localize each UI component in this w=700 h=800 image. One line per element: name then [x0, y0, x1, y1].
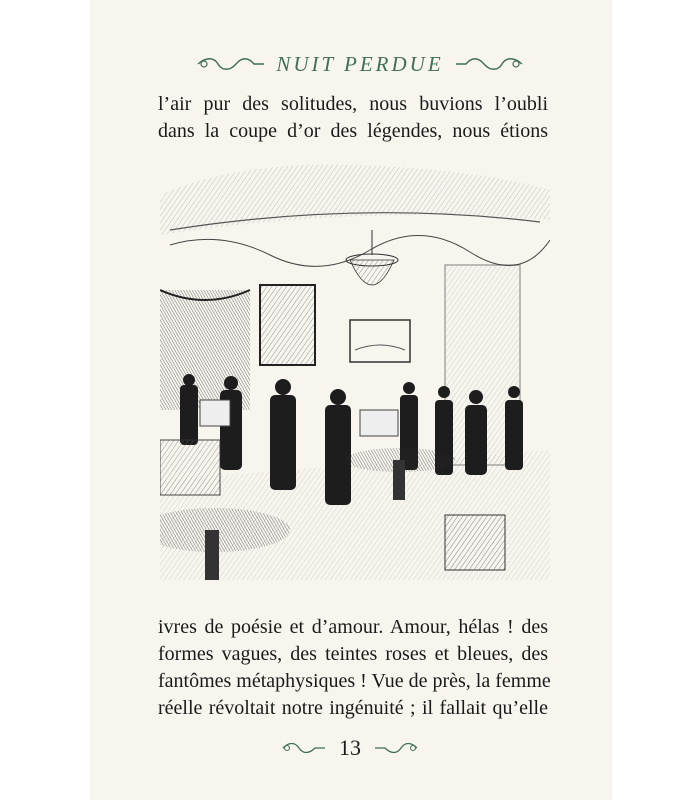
text-line-6: réelle révoltait notre ingénuité ; il fallait qu’elle: [158, 697, 548, 719]
running-head-title: NUIT PERDUE: [276, 51, 444, 76]
book-page: [90, 0, 612, 800]
text-line-3: ivres de poésie et d’amour. Amour, hélas ! des: [158, 616, 548, 638]
right-folio-ornament: [373, 741, 419, 755]
page-number: 13: [339, 735, 361, 760]
left-flourish-ornament: [196, 55, 266, 73]
text-line-1: l’air pur des solitudes, nous buvions l’oubli: [158, 93, 548, 115]
running-head: [160, 52, 560, 76]
page-folio: [200, 735, 500, 761]
left-folio-ornament: [281, 741, 327, 755]
salon-engraving-illustration: [160, 160, 550, 580]
text-line-4: formes vagues, des teintes roses et bleues, des: [158, 643, 548, 665]
right-flourish-ornament: [454, 55, 524, 73]
text-line-2: dans la coupe d’or des légendes, nous étions: [158, 120, 548, 142]
text-line-5: fantômes métaphysiques ! Vue de près, la femme: [158, 670, 551, 692]
